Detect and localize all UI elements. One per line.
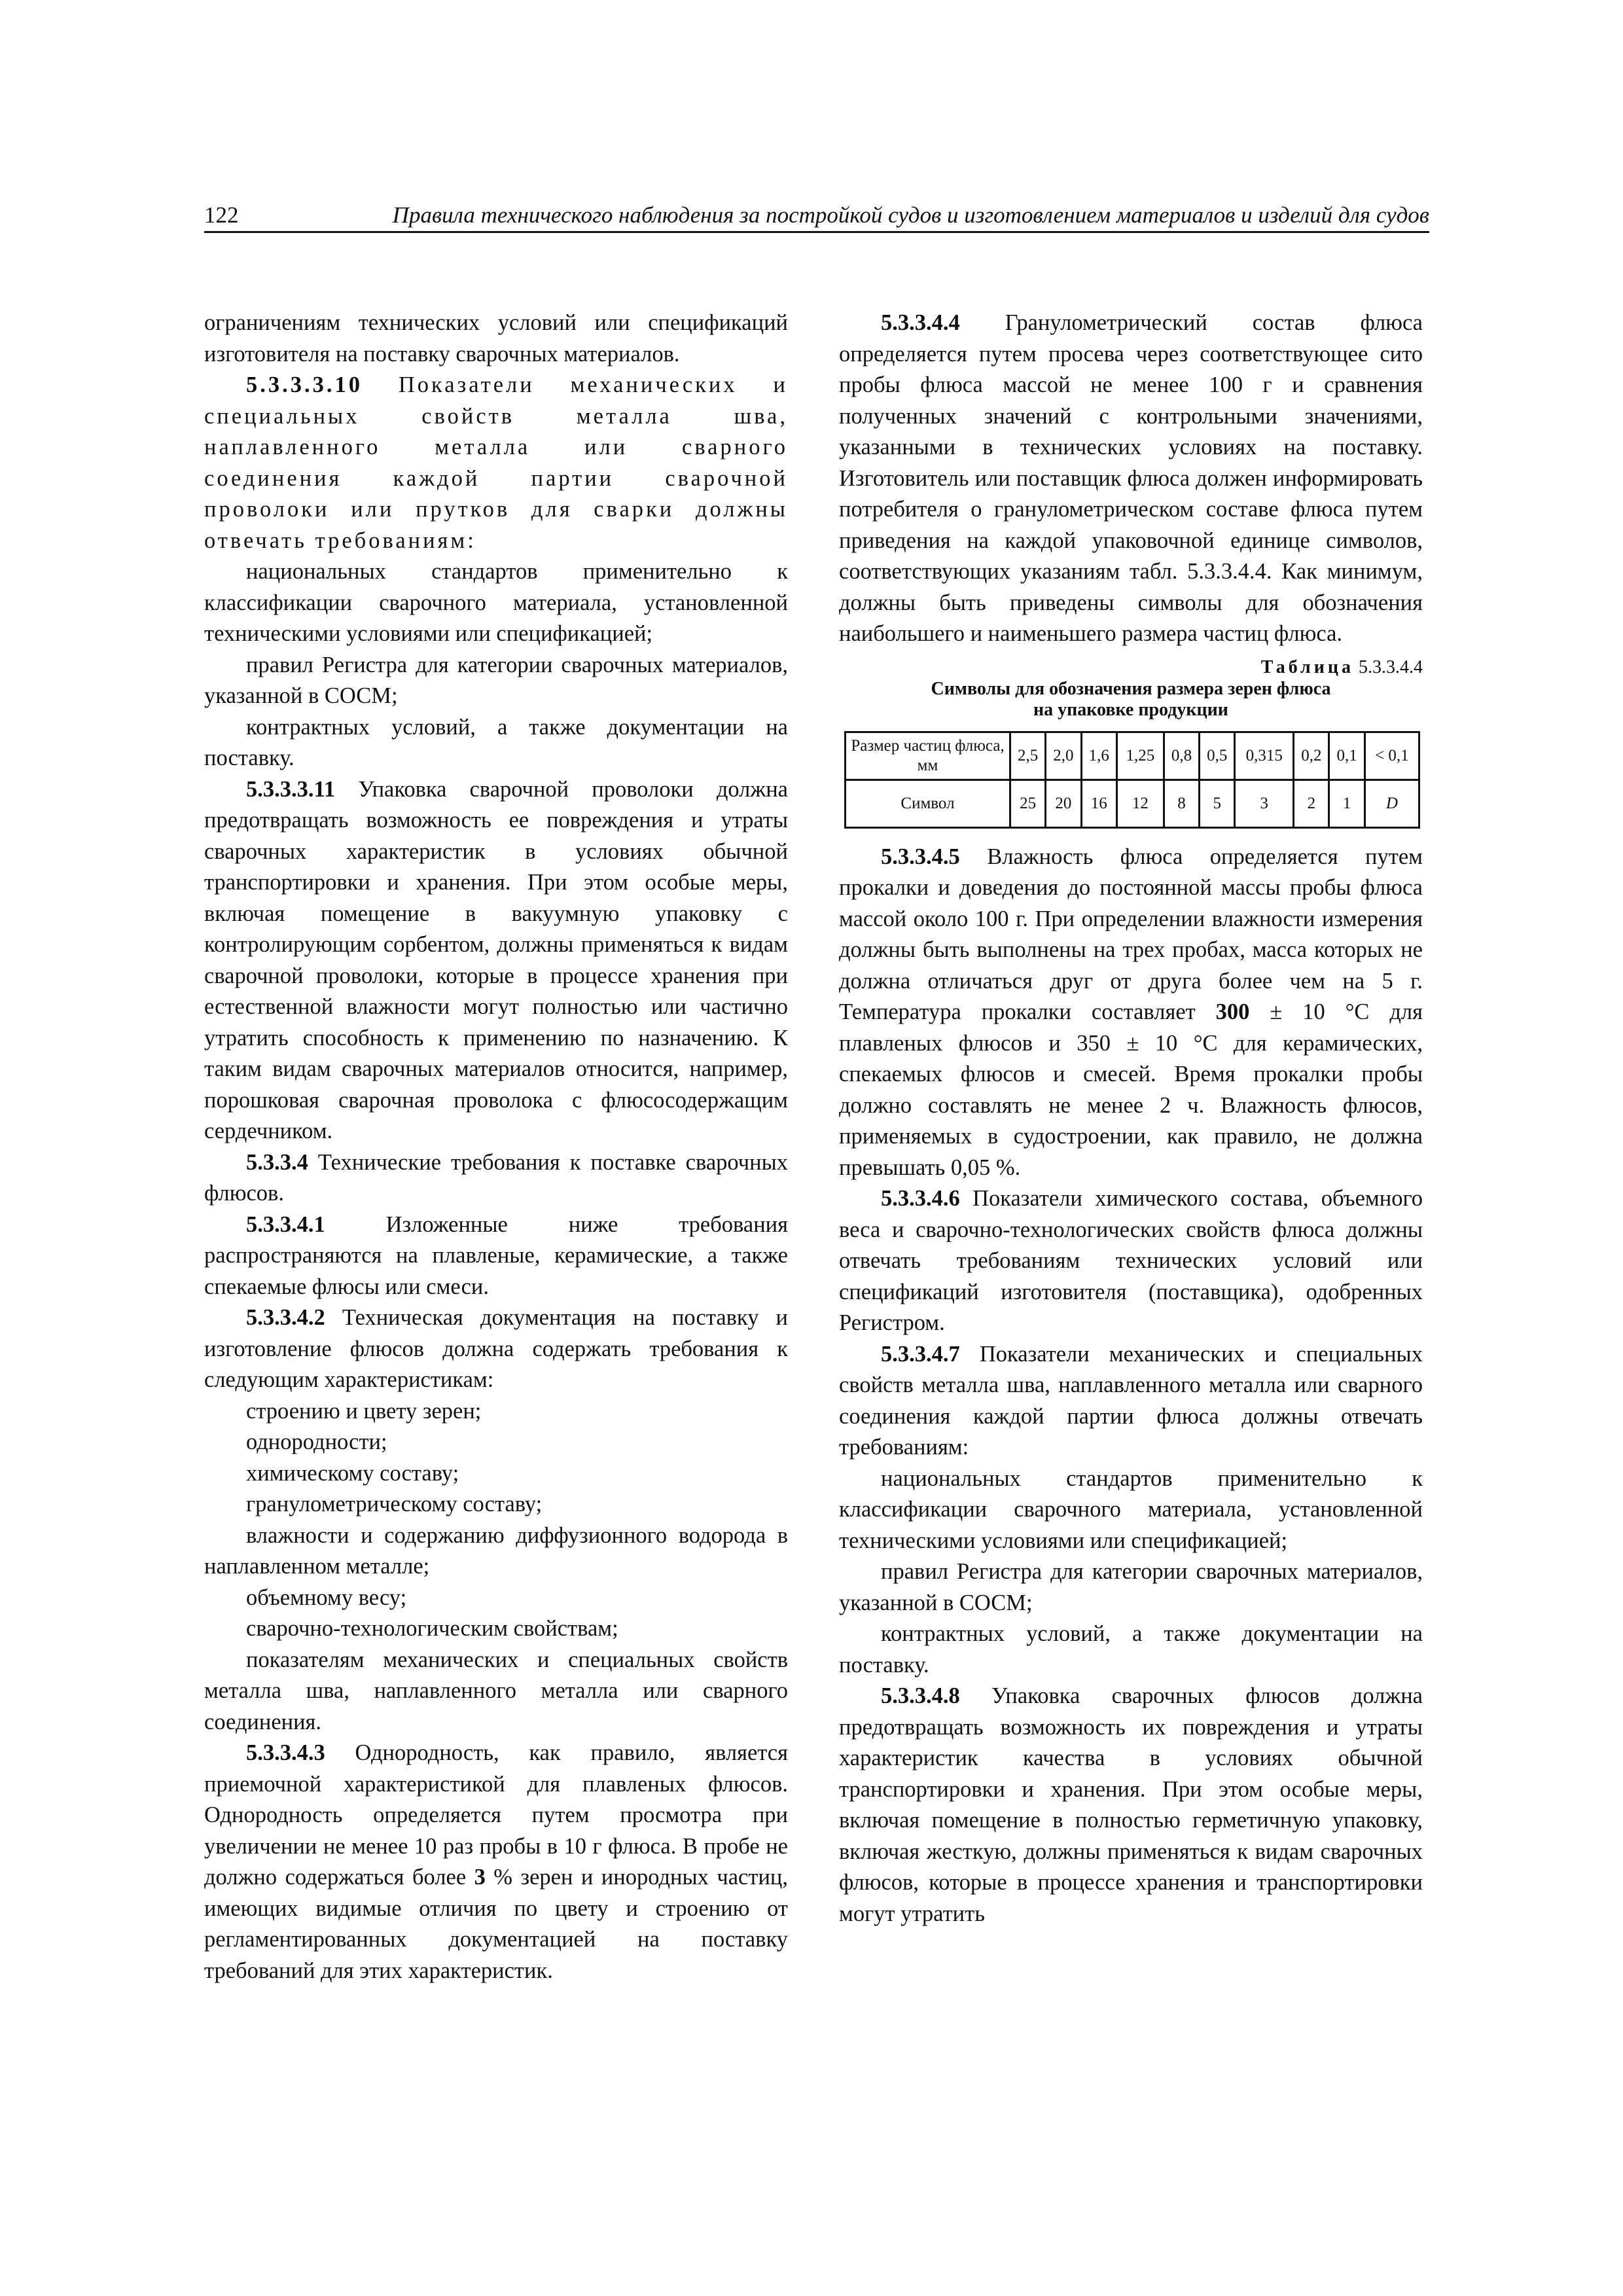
list-item: влажности и содержанию диффузионного водорода в наплавленном металле; bbox=[204, 1522, 788, 1579]
table-cell: 25 bbox=[1010, 780, 1046, 827]
paragraph: 5.3.3.4.6 Показатели химического состава, объемного веса и сварочно-технологических свойств флюса должны отвечать требованиям технических условий или спецификаций изготовителя (поставщика), одобренных Регистром. bbox=[839, 1186, 1423, 1335]
table-cell: 3 bbox=[1235, 780, 1294, 827]
table-cell: 0,2 bbox=[1294, 732, 1329, 780]
table-cell: D bbox=[1364, 780, 1419, 827]
table-cell: 0,315 bbox=[1235, 732, 1294, 780]
paragraph: 5.3.3.4.1 Изложенные ниже требования распространяются на плавленые, керамические, а также спекаемые флюсы или смеси. bbox=[204, 1211, 788, 1299]
list-item: национальных стандартов применительно к классификации сварочного материала, установленной техническими условиями или спецификацией; bbox=[204, 559, 788, 646]
paragraph: 5.3.3.4.5 Влажность флюса определяется путем прокалки и доведения до постоянной массы пробы флюса массой около 100 г. При определении влажности измерения должны быть выполнены на трех пробах, масса которых не должна отличаться друг от друга более чем на 5 г. Температура прокалки составляет 300 ± 10 °C для плавленых флюсов и 350 ± 10 °C для керамических, спекаемых флюсов и смесей. Время прокалки пробы должно составлять не менее 2 ч. Влажность флюсов, применяемых в судостроении, как правило, не должна превышать 0,05 %. bbox=[839, 844, 1423, 1180]
table-cell: 0,8 bbox=[1164, 732, 1199, 780]
table-cell: 1,25 bbox=[1116, 732, 1164, 780]
list-item: правил Регистра для категории сварочных материалов, указанной в СОСМ; bbox=[839, 1559, 1423, 1615]
running-title: Правила технического наблюдения за постройкой судов и изготовлением материалов и изделий для судов bbox=[392, 202, 1429, 228]
table-cell: 2,5 bbox=[1010, 732, 1046, 780]
paragraph: 5.3.3.4.3 Однородность, как правило, является приемочной характеристикой для плавленых флюсов. Однородность определяется путем просмотра при увеличении не менее 10 раз пробы в 10 г флюса. В пробе не должно содержаться более 3 % зерен и инородных частиц, имеющих видимые отличия по цвету и строению от регламентированных документацией на поставку требований для этих характеристик. bbox=[204, 1740, 788, 1983]
paragraph: 5.3.3.3.10 Показатели механических и специальных свойств металла шва, наплавленного металла или сварного соединения каждой партии сварочной проволоки или прутков для сварки должны отвечать требованиям: bbox=[204, 372, 788, 553]
page-header bbox=[204, 194, 1429, 233]
paragraph: 5.3.3.4.2 Техническая документация на поставку и изготовление флюсов должна содержать требования к следующим характеристикам: bbox=[204, 1305, 788, 1392]
list-item: химическому составу; bbox=[246, 1460, 459, 1486]
paragraph: ограничениям технических условий или спецификаций изготовителя на поставку сварочных материалов. bbox=[204, 310, 788, 367]
table-cell: 2 bbox=[1294, 780, 1329, 827]
table-cell: Символ bbox=[846, 780, 1010, 827]
right-column bbox=[839, 308, 1423, 1929]
grain-size-table bbox=[844, 731, 1420, 829]
table-row bbox=[846, 732, 1419, 780]
table-cell: 8 bbox=[1164, 780, 1199, 827]
table-cell: 1 bbox=[1329, 780, 1364, 827]
list-item: показателям механических и специальных свойств металла шва, наплавленного металла или сварного соединения. bbox=[204, 1647, 788, 1734]
paragraph: 5.3.3.4.8 Упаковка сварочных флюсов должна предотвращать возможность их повреждения и утраты характеристик качества в условиях обычной транспортировки и хранения. При этом особые меры, включая помещение в полностью герметичную упаковку, включая жесткую, должны применяться к видам сварочных флюсов, которые в процессе хранения и транспортировки могут утратить bbox=[839, 1683, 1423, 1926]
list-item: контрактных условий, а также документации на поставку. bbox=[839, 1621, 1423, 1677]
list-item: объемному весу; bbox=[246, 1585, 407, 1610]
paragraph: 5.3.3.4.7 Показатели механических и специальных свойств металла шва, наплавленного металла или сварного соединения каждой партии флюса должны отвечать требованиям: bbox=[839, 1341, 1423, 1460]
table-caption: Таблица 5.3.3.4.4 bbox=[1260, 656, 1423, 677]
table-cell: 0,5 bbox=[1200, 732, 1235, 780]
list-item: строению и цвету зерен; bbox=[246, 1398, 482, 1424]
list-item: гранулометрическому составу; bbox=[246, 1492, 543, 1516]
list-item: правил Регистра для категории сварочных материалов, указанной в СОСМ; bbox=[204, 652, 788, 708]
list-item: контрактных условий, а также документации на поставку. bbox=[204, 714, 788, 770]
table-cell: 16 bbox=[1081, 780, 1116, 827]
table-cell: 5 bbox=[1200, 780, 1235, 827]
left-column bbox=[204, 308, 788, 1986]
table-cell: 2,0 bbox=[1046, 732, 1081, 780]
list-item: национальных стандартов применительно к классификации сварочного материала, установленной техническими условиями или спецификацией; bbox=[839, 1465, 1423, 1553]
table-title: Символы для обозначения размера зерен флюса на упаковке продукции bbox=[931, 678, 1331, 720]
paragraph: 5.3.3.3.11 Упаковка сварочной проволоки должна предотвращать возможность ее повреждения и утраты сварочных характеристик в условиях обычной транспортировки и хранения. При этом особые меры, включая помещение в вакуумную упаковку с контролирующим сорбентом, должны применяться к видам сварочной проволоки, которые в процессе хранения при естественной влажности могут полностью или частично утратить способность к применению по назначению. К таким видам сварочных материалов относится, например, порошковая сварочная проволока с флюсосодержащим сердечником. bbox=[204, 776, 788, 1143]
table-cell: 20 bbox=[1046, 780, 1081, 827]
section-heading: 5.3.3.4 Технические требования к поставке сварочных флюсов. bbox=[204, 1149, 788, 1206]
table-cell: 12 bbox=[1116, 780, 1164, 827]
table-cell: Размер частиц флюса, мм bbox=[846, 732, 1010, 780]
list-item: сварочно-технологическим свойствам; bbox=[246, 1616, 618, 1641]
paragraph: 5.3.3.4.4 Гранулометрический состав флюса определяется путем просева через соответствующее сито пробы флюса массой не менее 100 г и сравнения полученных значений с контрольными значениями, указанными в технических условиях на поставку. Изготовитель или поставщик флюса должен информировать потребителя о гранулометрическом составе флюса путем приведения на каждой упаковочной единице символов, соответствующих указаниям табл. 5.3.3.4.4. Как минимум, должны быть приведены символы для обозначения наибольшего и наименьшего размера частиц флюса. bbox=[839, 310, 1423, 646]
table-cell: 1,6 bbox=[1081, 732, 1116, 780]
table-row bbox=[846, 780, 1419, 827]
list-item: однородности; bbox=[246, 1429, 387, 1454]
table-cell: 0,1 bbox=[1329, 732, 1364, 780]
page-number: 122 bbox=[204, 202, 239, 228]
table-cell: < 0,1 bbox=[1364, 732, 1419, 780]
